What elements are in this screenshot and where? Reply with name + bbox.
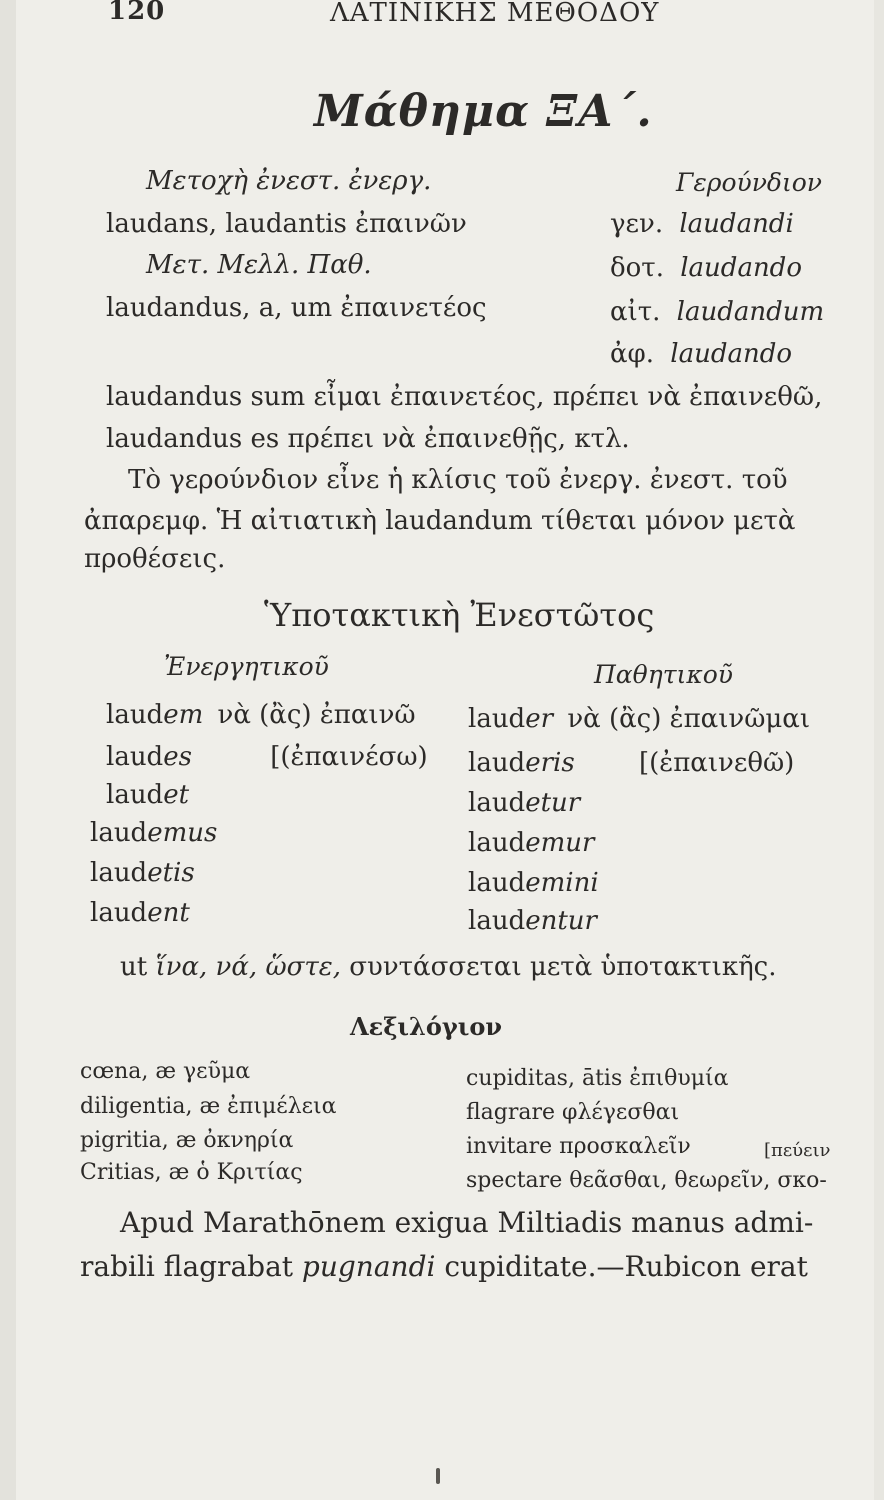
gerund-row <box>610 339 792 369</box>
gerund-form: laudandum <box>676 297 825 327</box>
exercise-text: cupiditate.—Rubicon erat <box>444 1250 808 1283</box>
gerund-row <box>610 253 802 283</box>
vocab-entry: diligentia, æ ἐπιμέλεια <box>80 1094 337 1119</box>
gerund-form: laudando <box>680 253 802 283</box>
verb-ending: et <box>163 780 190 810</box>
gerund-form: laudando <box>670 339 793 369</box>
syntax-note-conjunctions: ἵνα, νά, ὥστε, <box>155 952 341 982</box>
paragraph-line: προθέσεις. <box>84 544 226 574</box>
passive-form <box>468 906 597 936</box>
verb-gloss: [(ἐπαινεθῶ) <box>638 748 795 778</box>
lesson-title: Μάθημα ΞΑ΄. <box>314 86 653 137</box>
active-form <box>106 780 189 810</box>
vocabulary-heading: Λεξιλόγιον <box>350 1012 502 1041</box>
gerund-form: laudandi <box>679 209 794 239</box>
verb-ending: eris <box>525 748 575 778</box>
vocab-continuation: [πεύειν <box>764 1140 831 1161</box>
verb-ending: etur <box>525 788 581 818</box>
verb-ending: es <box>163 742 192 772</box>
subjunctive-heading: Ὑποτακτικὴ Ἐνεστῶτος <box>264 596 655 634</box>
passive-form <box>468 704 810 734</box>
gerund-case: γεν. <box>610 209 664 239</box>
verb-ending: er <box>525 704 554 734</box>
active-form <box>90 818 217 848</box>
gerund-row <box>610 209 794 239</box>
verb-stem: laud <box>106 780 164 810</box>
passive-form <box>468 788 580 818</box>
syntax-note-lead: ut <box>120 952 148 982</box>
active-voice-heading: Ἐνεργητικοῦ <box>164 652 329 681</box>
vocab-entry: cœna, æ γεῦμα <box>80 1059 251 1084</box>
verb-stem: laud <box>90 818 148 848</box>
active-form <box>90 858 195 888</box>
gerund-case: δοτ. <box>610 253 664 283</box>
active-form <box>106 700 416 730</box>
passive-form <box>468 748 794 778</box>
page-edge <box>874 0 884 1500</box>
paragraph-line: Τὸ γερούνδιον εἶνε ἡ κλίσις τοῦ ἐνεργ. ἐνεστ. τοῦ <box>128 465 788 495</box>
vocab-entry: spectare θεᾶσθαι, θεωρεῖν, σκο- <box>466 1168 827 1193</box>
vocab-entry: invitare προσκαλεῖν <box>466 1134 691 1159</box>
exercise-italic-word: pugnandi <box>301 1250 436 1283</box>
present-participle-form: laudans, laudantis ἐπαινῶν <box>106 209 467 239</box>
active-form <box>106 742 428 772</box>
verb-ending: emur <box>525 828 595 858</box>
verb-gloss: νὰ (ἂς) ἐπαινῶ <box>217 700 416 730</box>
verb-ending: emus <box>147 818 218 848</box>
gerund-case: ἀφ. <box>610 339 655 369</box>
verb-stem: laud <box>468 868 526 898</box>
exercise-line <box>80 1250 808 1283</box>
exercise-line: Apud Marathōnem exigua Miltiadis manus admi- <box>120 1206 814 1239</box>
running-title: ΛΑΤΙΝΙΚΗΣ ΜΕΘΟΔΟΥ <box>330 0 660 28</box>
vocab-entry: Critias, æ ὁ Κριτίας <box>80 1160 303 1185</box>
vocab-entry: cupiditas, ātis ἐπιθυμία <box>466 1066 729 1091</box>
passive-form <box>468 828 594 858</box>
verb-stem: laud <box>468 906 526 936</box>
verb-stem: laud <box>106 742 164 772</box>
verb-stem: laud <box>106 700 164 730</box>
active-form <box>90 898 190 928</box>
syntax-note <box>120 952 776 982</box>
future-participle-heading: Μετ. Μελλ. Παθ. <box>146 250 372 280</box>
paragraph-line: laudandus es πρέπει νὰ ἐπαινεθῇς, κτλ. <box>106 424 630 454</box>
passive-voice-heading: Παθητικοῦ <box>594 660 733 689</box>
exercise-text: rabili flagrabat <box>80 1250 294 1283</box>
verb-gloss: [(ἐπαινέσω) <box>270 742 428 772</box>
passive-form <box>468 868 599 898</box>
verb-ending: emini <box>525 868 599 898</box>
verb-stem: laud <box>468 704 526 734</box>
vocab-entry: pigritia, æ ὀκνηρία <box>80 1128 294 1153</box>
verb-ending: em <box>163 700 204 730</box>
vocab-entry: flagrare φλέγεσθαι <box>466 1100 680 1125</box>
verb-ending: entur <box>525 906 597 936</box>
paragraph-line: ἀπαρεμφ. Ἡ αἰτιατικὴ laudandum τίθεται μόνον μετὰ <box>84 506 796 536</box>
paragraph-line: laudandus sum εἶμαι ἐπαινετέος, πρέπει νὰ ἐπαινεθῶ, <box>106 382 823 412</box>
page-gutter <box>0 0 16 1500</box>
verb-gloss: νὰ (ἂς) ἐπαινῶμαι <box>567 704 811 734</box>
verb-stem: laud <box>468 788 526 818</box>
verb-stem: laud <box>90 858 148 888</box>
future-participle-form: laudandus, a, um ἐπαινετέος <box>106 293 487 323</box>
verb-ending: ent <box>147 898 190 928</box>
page-number: 120 <box>108 0 166 26</box>
ink-mark <box>436 1468 440 1484</box>
verb-stem: laud <box>90 898 148 928</box>
gerund-case: αἰτ. <box>610 297 661 327</box>
syntax-note-rest: συντάσσεται μετὰ ὑποτακτικῆς. <box>349 952 777 982</box>
verb-ending: etis <box>147 858 195 888</box>
verb-stem: laud <box>468 828 526 858</box>
gerund-heading: Γερούνδιον <box>676 168 823 197</box>
gerund-row <box>610 297 824 327</box>
present-participle-heading: Μετοχὴ ἐνεστ. ἐνεργ. <box>146 166 432 196</box>
verb-stem: laud <box>468 748 526 778</box>
